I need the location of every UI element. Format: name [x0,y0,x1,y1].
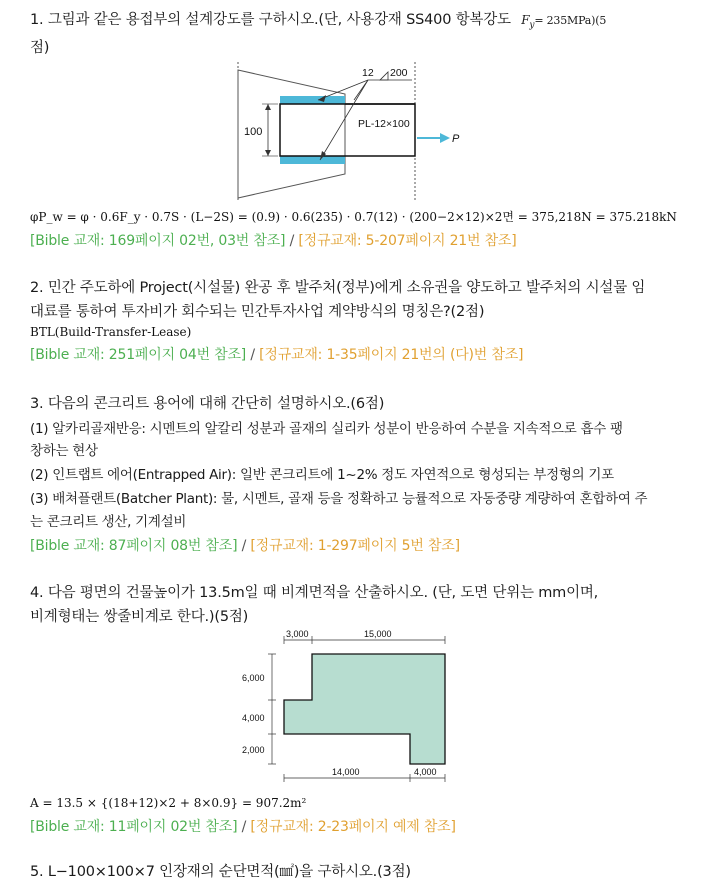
q3-ref-standard: [정규교재: 1-297페이지 5번 참조] [250,538,460,554]
q1-ref-bible: [Bible 교재: 169페이지 02번, 03번 참조] [30,233,286,249]
q3-title: 3. 다음의 콘크리트 용어에 대해 간단히 설명하시오.(6점) [30,396,385,412]
q3-item1-line2: 창하는 현상 [30,443,98,459]
q1-reference: [Bible 교재: 169페이지 02번, 03번 참조] / [정규교재: 5-207페이지 21번 참조] [30,233,517,249]
q5-title: 5. L−100×100×7 인장재의 순단면적(㎟)을 구하시오.(3점) [30,864,411,880]
q4-reference: [Bible 교재: 11페이지 02번 참조] / [정규교재: 2-23페이지 예제 참조] [30,819,456,835]
q2-reference: [Bible 교재: 251페이지 04번 참조] / [정규교재: 1-35페이지 21번의 (다)번 참조] [30,347,524,363]
q1-ref-standard: [정규교재: 5-207페이지 21번 참조] [298,233,517,249]
fy-value: = 235MPa)(5 [534,14,607,27]
q2-line1: 2. 민간 주도하에 Project(시설물) 완공 후 발주처(정부)에게 소유권을 양도하고 발주처의 시설물 임 [30,280,646,296]
dim-left-mid: 4,000 [242,713,265,723]
plate [280,104,415,156]
dim-bot-left: 14,000 [332,767,360,777]
dim-bot-right: 4,000 [414,767,437,777]
dim-top-left: 3,000 [286,629,309,639]
q3-reference: [Bible 교재: 87페이지 08번 참조] / [정규교재: 1-297페이지 5번 참조] [30,538,460,554]
q3-item3-line1: (3) 배쳐플랜트(Batcher Plant): 물, 시멘트, 골재 등을 정확하고 능률적으로 자동중량 계량하여 혼합하여 주 [30,491,648,507]
weld-bottom [280,156,345,164]
q4-ref-standard: [정규교재: 2-23페이지 예제 참조] [250,819,456,835]
q4-answer: A = 13.5 × {(18+12)×2 + 8×0.9} = 907.2m² [30,796,307,810]
q1-title [30,8,695,37]
q3-ref-bible: [Bible 교재: 87페이지 08번 참조] [30,538,238,554]
q4-plan-figure [240,628,460,788]
q1-answer: φP_w = φ · 0.6F_y · 0.7S · (L−2S) = (0.9) · 0.6(235) · 0.7(12) · (200−2×12)×2면 = 375,218N = 375.218kN [30,210,677,224]
fy-symbol: $F_y$ [521,13,535,31]
weld-size-label: 12 [362,67,374,79]
dim-100: 100 [244,126,263,138]
q3-item1-line1: (1) 알카리골재반응: 시멘트의 알칼리 성분과 골재의 실리카 성분이 반응하여 수분을 지속적으로 흡수 팽 [30,421,623,437]
plate-label: PL-12×100 [358,118,410,130]
dim-left-bot: 2,000 [242,745,265,755]
q1-title-text: 1. 그림과 같은 용접부의 설계강도를 구하시오.(단, 사용강재 SS400 항복강도 [30,12,511,28]
dim-left-top: 6,000 [242,673,265,683]
q4-line1: 4. 다음 평면의 건물높이가 13.5m일 때 비계면적을 산출하시오. (단, 도면 단위는 mm이며, [30,585,599,601]
q4-ref-bible: [Bible 교재: 11페이지 02번 참조] [30,819,238,835]
q4-line2: 비계형태는 쌍줄비계로 한다.)(5점) [30,609,249,625]
q2-answer: BTL(Build-Transfer-Lease) [30,325,192,339]
weld-top [280,96,345,104]
q2-ref-standard: [정규교재: 1-35페이지 21번의 (다)번 참조] [259,347,524,363]
q1-weld-figure [230,62,490,202]
q3-item3-line2: 는 콘크리트 생산, 기계설비 [30,514,187,530]
weld-length-label: 200 [390,67,408,79]
plan-shape [284,654,445,764]
q1-title-cont: 점) [30,40,50,56]
q2-line2: 대료를 통하여 투자비가 회수되는 민간투자사업 계약방식의 명칭은?(2점) [30,304,485,320]
q3-item2: (2) 인트랩트 에어(Entrapped Air): 일반 콘크리트에 1~2% 정도 자연적으로 형성되는 부정형의 기포 [30,467,614,483]
dim-top-right: 15,000 [364,629,392,639]
force-p: P [452,133,460,145]
q2-ref-bible: [Bible 교재: 251페이지 04번 참조] [30,347,247,363]
